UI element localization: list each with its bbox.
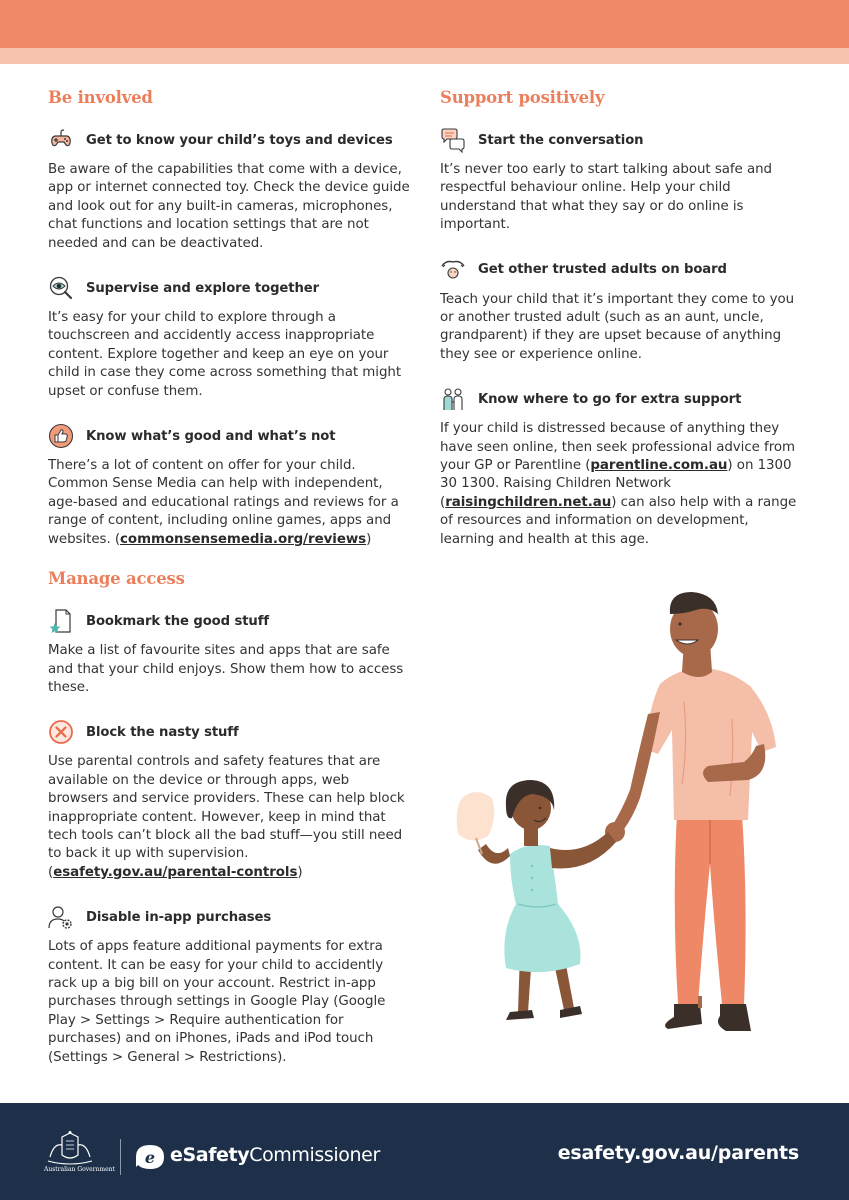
tip-conversation [440, 125, 800, 235]
tip-body-text: If your child is distressed because of anything they have seen online, then seek professional advice from your GP or Parentline ( [440, 421, 796, 474]
tip-title: Supervise and explore together [86, 280, 319, 296]
esafety-logo-icon [134, 1143, 166, 1171]
tip-body [440, 420, 800, 549]
tip-title: Know where to go for extra support [478, 391, 742, 407]
svg-text:e: e [144, 1148, 156, 1167]
tip-title: Block the nasty stuff [86, 724, 239, 740]
tip-body: It’s never too early to start talking about safe and respectful behaviour online. Help your child understand that what they say or do online is important. [440, 162, 772, 233]
thumbs-up-icon [48, 423, 74, 449]
parentline-link[interactable]: parentline.com.au [590, 458, 728, 474]
tip-body-text: ) can also help with a range of resources and information on development, learning and health at this age. [440, 494, 797, 547]
section-title-be-involved: Be involved [48, 88, 153, 107]
tip-body: Lots of apps feature additional payments for extra content. It can be easy for your child to accidently rack up a big bill on your account. Restrict in-app purchases through settings in Google Play (Google Play > Settings > Require authentication for purchases) and on iPhones, iPads and iPod touch (Settings > General > Restrictions). [48, 939, 386, 1065]
tip-know-good [48, 421, 410, 549]
tip-in-app [48, 902, 410, 1067]
section-title-manage-access: Manage access [48, 569, 185, 589]
tip-body: It’s easy for your child to explore through a touchscreen and accidently access inappropriate content. Explore together and keep an eye on your child in case they come across something that might upset or confuse them. [48, 310, 402, 399]
tip-body [48, 753, 410, 882]
footer-divider [120, 1139, 121, 1175]
commonsensemedia-link[interactable]: commonsensemedia.org/reviews [120, 531, 367, 547]
tip-supervise [48, 273, 410, 401]
caring-hand-icon [440, 257, 466, 283]
tip-body-text: ) on 1300 30 1300. Raising Children Network ( [440, 458, 792, 510]
brand-name [170, 1144, 380, 1166]
tip-body: Teach your child that it’s important they come to you or another trusted adult (such as an aunt, uncle, grandparent) if they are upset because of anything they see or experience online. [440, 291, 795, 362]
tip-toys-devices [48, 125, 410, 253]
tip-title: Start the conversation [478, 132, 644, 148]
tip-body: Make a list of favourite sites and apps that are safe and that your child enjoys. Show them how to access these. [48, 643, 404, 695]
tip-body: Be aware of the capabilities that come with a device, app or internet connected toy. Check the device guide and look out for any built-in cameras, microphones, chat functions and location settings that are not needed and can be deactivated. [48, 162, 410, 251]
user-settings-icon [48, 904, 74, 930]
left-column [48, 88, 410, 1087]
tip-title: Disable in-app purchases [86, 909, 272, 925]
tip-title: Get to know your child’s toys and devices [86, 132, 393, 148]
footer [0, 1103, 849, 1200]
parent-child-illustration [452, 584, 792, 1044]
magnifier-eye-icon [48, 275, 74, 301]
tip-title: Get other trusted adults on board [478, 262, 727, 278]
tip-block [48, 717, 410, 882]
brand-regular: Commissioner [249, 1144, 380, 1166]
australian-government-label: Australian Government [44, 1166, 115, 1173]
chat-bubbles-icon [440, 127, 466, 153]
support-people-icon [440, 386, 466, 412]
tip-trusted-adults [440, 255, 800, 365]
block-x-icon [48, 719, 74, 745]
tip-title: Know what’s good and what’s not [86, 428, 336, 444]
tip-title: Bookmark the good stuff [86, 613, 269, 629]
tip-bookmark [48, 606, 410, 697]
section-title-support-positively: Support positively [440, 88, 605, 107]
tip-extra-support [440, 384, 800, 549]
footer-url-link[interactable]: esafety.gov.au/parents [557, 1142, 799, 1164]
header-band [0, 0, 849, 48]
header-strip [0, 48, 849, 64]
game-controller-icon [48, 127, 74, 153]
parental-controls-link[interactable]: esafety.gov.au/parental-controls [53, 864, 298, 880]
brand-bold: eSafety [170, 1144, 250, 1166]
tip-body-text: ) [366, 531, 372, 547]
tip-body-text: ) [297, 864, 303, 880]
right-column [440, 88, 800, 569]
tip-body-text: Use parental controls and safety features that are available on the device or through apps, web browsers and service providers. These can help block inappropriate content. However, keep in mind that tech tools can’t block all the bad stuff—you still need to back it up with supervision. ( [48, 754, 405, 880]
tip-body-text: There’s a lot of content on offer for your child. Common Sense Media can help with independent, age-based and educational ratings and reviews for a range of content, including online games, apps and websites. ( [48, 458, 399, 547]
raisingchildren-link[interactable]: raisingchildren.net.au [445, 494, 612, 510]
bookmark-page-icon [48, 608, 74, 634]
tip-body [48, 457, 410, 549]
